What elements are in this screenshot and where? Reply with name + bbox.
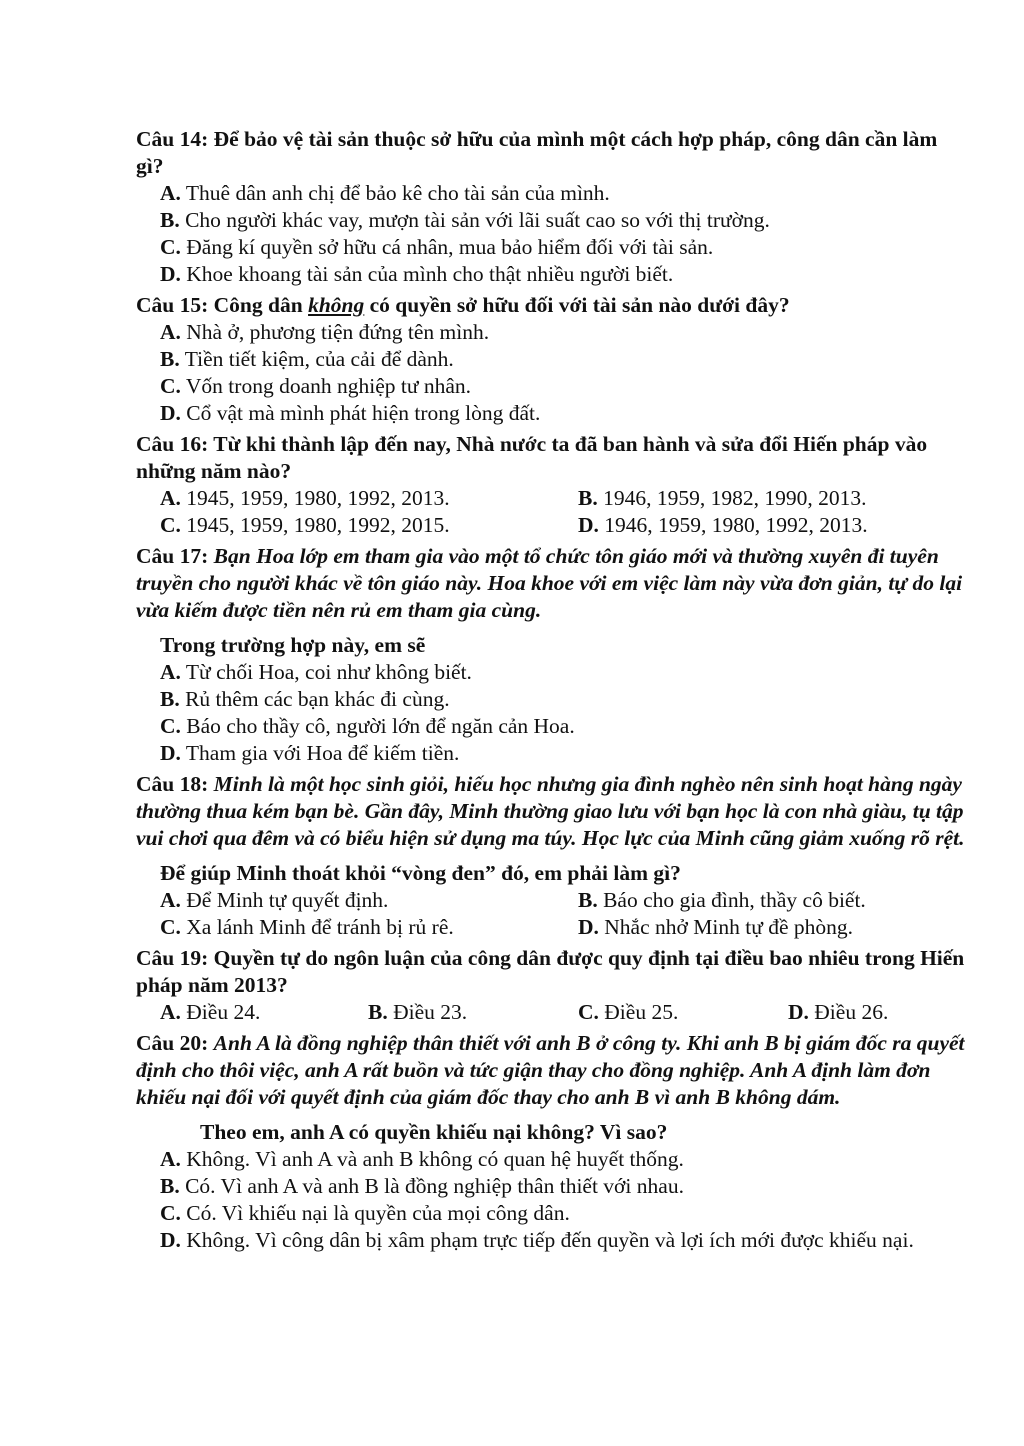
option-c[interactable] xyxy=(136,373,966,400)
question-prompt: Theo em, anh A có quyền khiếu nại không? Vì sao? xyxy=(200,1120,668,1144)
options-grid xyxy=(136,887,966,941)
option-letter: A. xyxy=(160,660,181,684)
option-letter: C. xyxy=(160,235,181,259)
option-text: Điều 26. xyxy=(814,1000,889,1024)
option-letter: A. xyxy=(160,486,181,510)
option-d[interactable] xyxy=(764,999,966,1026)
option-letter: A. xyxy=(160,888,181,912)
option-c[interactable] xyxy=(136,234,966,261)
question-stem xyxy=(136,543,966,624)
option-d[interactable] xyxy=(136,261,966,288)
question-label: Câu 15: xyxy=(136,293,209,317)
option-text: Đăng kí quyền sở hữu cá nhân, mua bảo hiểm đối với tài sản. xyxy=(186,235,714,259)
option-letter: D. xyxy=(160,741,181,765)
option-letter: B. xyxy=(160,1174,180,1198)
option-letter: B. xyxy=(578,486,598,510)
question-label: Câu 14: xyxy=(136,127,209,151)
option-text: Vốn trong doanh nghiệp tư nhân. xyxy=(185,374,472,398)
option-letter: D. xyxy=(578,915,599,939)
option-c[interactable] xyxy=(136,914,554,941)
option-b[interactable] xyxy=(136,686,966,713)
question-19 xyxy=(136,945,966,1026)
option-text: Không. Vì anh A và anh B không có quan hệ huyết thống. xyxy=(186,1147,684,1171)
option-text: Điều 23. xyxy=(393,1000,468,1024)
option-text: Rủ thêm các bạn khác đi cùng. xyxy=(185,687,450,711)
option-a[interactable] xyxy=(136,999,344,1026)
option-d[interactable] xyxy=(554,914,966,941)
question-text: Từ khi thành lập đến nay, Nhà nước ta đã ban hành và sửa đổi Hiến pháp vào những năm nào? xyxy=(136,432,928,483)
question-text: Quyền tự do ngôn luận của công dân được quy định tại điều bao nhiêu trong Hiến pháp năm 2013? xyxy=(136,946,965,997)
option-b[interactable] xyxy=(554,485,966,512)
question-label: Câu 20: xyxy=(136,1031,209,1055)
option-letter: A. xyxy=(160,320,181,344)
option-text: 1945, 1959, 1980, 1992, 2013. xyxy=(186,486,450,510)
option-a[interactable] xyxy=(136,659,966,686)
option-b[interactable] xyxy=(136,346,966,373)
option-text: Nhắc nhở Minh tự đề phòng. xyxy=(604,915,854,939)
option-text: Điều 24. xyxy=(186,1000,261,1024)
question-text-emphasis: không xyxy=(308,293,365,317)
option-text: Báo cho thầy cô, người lớn để ngăn cản Hoa. xyxy=(186,714,575,738)
question-text: Minh là một học sinh giỏi, hiếu học nhưng gia đình nghèo nên sinh hoạt hàng ngày thường thua kém bạn bè. Gần đây, Minh thường giao lưu với bạn học là con nhà giàu, tụ tập vui chơi qua đêm và có biểu hiện sử dụng ma túy. Học lực của Minh cũng giảm xuống rõ rệt. xyxy=(136,772,965,850)
option-text: Có. Vì khiếu nại là quyền của mọi công dân. xyxy=(186,1201,570,1225)
option-letter: C. xyxy=(160,374,181,398)
question-prompt: Trong trường hợp này, em sẽ xyxy=(160,633,426,657)
option-b[interactable] xyxy=(136,207,966,234)
option-text: Cho người khác vay, mượn tài sản với lãi suất cao so với thị trường. xyxy=(185,208,770,232)
option-text: Tiền tiết kiệm, của cải để dành. xyxy=(184,347,454,371)
option-text: Điều 25. xyxy=(604,1000,679,1024)
option-letter: D. xyxy=(788,1000,809,1024)
option-c[interactable] xyxy=(136,512,554,539)
option-letter: C. xyxy=(578,1000,599,1024)
option-text: 1946, 1959, 1980, 1992, 2013. xyxy=(604,513,868,537)
option-text: Để Minh tự quyết định. xyxy=(186,888,389,912)
option-a[interactable] xyxy=(136,485,554,512)
question-prompt: Để giúp Minh thoát khỏi “vòng đen” đó, em phải làm gì? xyxy=(160,861,681,885)
question-label: Câu 19: xyxy=(136,946,209,970)
option-letter: C. xyxy=(160,513,181,537)
options-grid xyxy=(136,999,966,1026)
exam-page xyxy=(136,122,966,1254)
option-letter: D. xyxy=(160,1228,181,1252)
question-20 xyxy=(136,1030,966,1254)
option-d[interactable] xyxy=(136,1227,966,1254)
question-18 xyxy=(136,771,966,941)
option-letter: B. xyxy=(160,208,180,232)
question-stem xyxy=(136,126,966,180)
option-b[interactable] xyxy=(554,887,966,914)
option-text: Cổ vật mà mình phát hiện trong lòng đất. xyxy=(186,401,541,425)
option-text: Có. Vì anh A và anh B là đồng nghiệp thân thiết với nhau. xyxy=(185,1174,684,1198)
option-text: Không. Vì công dân bị xâm phạm trực tiếp đến quyền và lợi ích mới được khiếu nại. xyxy=(186,1228,914,1252)
question-stem xyxy=(136,292,966,319)
question-16 xyxy=(136,431,966,539)
question-stem xyxy=(136,431,966,485)
option-d[interactable] xyxy=(136,400,966,427)
option-text: Thuê dân anh chị để bảo kê cho tài sản của mình. xyxy=(185,181,610,205)
option-text: Từ chối Hoa, coi như không biết. xyxy=(185,660,472,684)
question-text: Anh A là đồng nghiệp thân thiết với anh B ở công ty. Khi anh B bị giám đốc ra quyết định cho thôi việc, anh A rất buồn và tức giận thay cho đồng nghiệp. Anh A định làm đơn khiếu nại đối với quyết định của giám đốc thay cho anh B vì anh B không dám. xyxy=(136,1031,965,1109)
option-text: Xa lánh Minh để tránh bị rủ rê. xyxy=(186,915,454,939)
question-text: Bạn Hoa lớp em tham gia vào một tổ chức tôn giáo mới và thường xuyên đi tuyên truyền cho người khác về tôn giáo này. Hoa khoe với em việc làm này vừa đơn giản, tự do lại vừa kiếm được tiền nên rủ em tham gia cùng. xyxy=(136,544,963,622)
option-d[interactable] xyxy=(554,512,966,539)
option-a[interactable] xyxy=(136,1146,966,1173)
option-letter: C. xyxy=(160,714,181,738)
question-text-after: có quyền sở hữu đối với tài sản nào dưới đây? xyxy=(369,293,790,317)
option-text: 1946, 1959, 1982, 1990, 2013. xyxy=(603,486,867,510)
option-c[interactable] xyxy=(136,713,966,740)
question-stem xyxy=(136,945,966,999)
option-letter: A. xyxy=(160,1000,181,1024)
option-d[interactable] xyxy=(136,740,966,767)
option-letter: A. xyxy=(160,181,181,205)
option-text: Báo cho gia đình, thầy cô biết. xyxy=(603,888,866,912)
option-text: Tham gia với Hoa để kiếm tiền. xyxy=(185,741,460,765)
question-stem xyxy=(136,771,966,852)
option-c[interactable] xyxy=(136,1200,966,1227)
option-text: 1945, 1959, 1980, 1992, 2015. xyxy=(186,513,450,537)
option-letter: D. xyxy=(160,401,181,425)
option-letter: B. xyxy=(368,1000,388,1024)
option-a[interactable] xyxy=(136,319,966,346)
question-label: Câu 17: xyxy=(136,544,209,568)
option-text: Nhà ở, phương tiện đứng tên mình. xyxy=(186,320,490,344)
question-label: Câu 18: xyxy=(136,772,209,796)
option-a[interactable] xyxy=(136,887,554,914)
option-letter: B. xyxy=(160,347,180,371)
option-b[interactable] xyxy=(136,1173,966,1200)
option-b[interactable] xyxy=(344,999,554,1026)
option-letter: A. xyxy=(160,1147,181,1171)
question-14 xyxy=(136,126,966,288)
options-grid xyxy=(136,485,966,539)
option-a[interactable] xyxy=(136,180,966,207)
question-stem xyxy=(136,1030,966,1111)
option-letter: D. xyxy=(160,262,181,286)
question-17 xyxy=(136,543,966,767)
option-letter: C. xyxy=(160,915,181,939)
question-15 xyxy=(136,292,966,427)
question-text: Để bảo vệ tài sản thuộc sở hữu của mình một cách hợp pháp, công dân cần làm gì? xyxy=(136,127,938,178)
question-label: Câu 16: xyxy=(136,432,209,456)
option-letter: B. xyxy=(160,687,180,711)
option-text: Khoe khoang tài sản của mình cho thật nhiều người biết. xyxy=(186,262,674,286)
option-letter: C. xyxy=(160,1201,181,1225)
option-letter: D. xyxy=(578,513,599,537)
option-letter: B. xyxy=(578,888,598,912)
question-text-before: Công dân xyxy=(213,293,303,317)
option-c[interactable] xyxy=(554,999,764,1026)
